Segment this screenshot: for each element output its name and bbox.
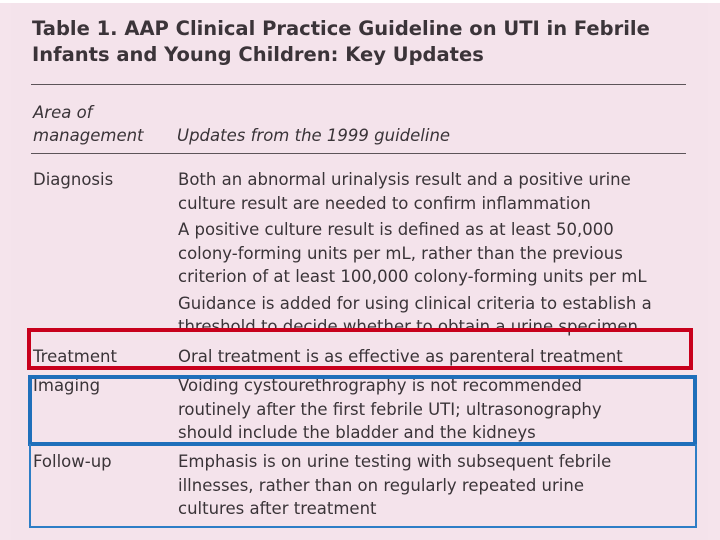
text-line: criterion of at least 100,000 colony-forming units per mL: [178, 267, 647, 286]
row-label-follow-up: Follow-up: [33, 452, 112, 471]
row-updates-diagnosis: [178, 168, 698, 342]
title-line-1: Table 1. AAP Clinical Practice Guideline on UTI in Febrile: [32, 17, 650, 40]
imaging-highlight-box: [28, 375, 697, 446]
diagnosis-update-1: [178, 168, 698, 215]
title-line-2: Infants and Young Children: Key Updates: [32, 43, 484, 66]
treatment-highlight-box: [27, 328, 693, 370]
header-col1-line-1: Area of: [33, 103, 93, 122]
text-line: Both an abnormal urinalysis result and a positive urine: [178, 170, 631, 189]
diagnosis-update-2: [178, 218, 698, 289]
text-line: colony-forming units per mL, rather than the previous: [178, 243, 623, 263]
header-col1-line-2: management: [33, 126, 144, 145]
text-line: culture result are needed to confirm inflammation: [178, 193, 591, 213]
header-updates: Updates from the 1999 guideline: [177, 126, 451, 145]
row-label-imaging: Imaging: [33, 376, 101, 395]
text-line: should include the bladder and the kidneys: [178, 423, 536, 442]
text-line: threshold to decide whether to obtain a urine specimen: [178, 317, 638, 336]
table-title: [32, 16, 702, 68]
row-label-diagnosis: Diagnosis: [33, 170, 114, 189]
text-line: Guidance is added for using clinical criteria to establish a: [178, 293, 652, 313]
text-line: illnesses, rather than on regularly repeated urine: [178, 475, 584, 495]
row-label-treatment: Treatment: [33, 347, 117, 366]
text-line: cultures after treatment: [178, 499, 377, 518]
text-line: routinely after the first febrile UTI; ultrasonography: [178, 399, 602, 419]
text-line: Emphasis is on urine testing with subsequent febrile: [178, 452, 612, 471]
text-line: Voiding cystourethrography is not recommended: [178, 376, 582, 395]
text-line: Oral treatment is as effective as parenteral treatment: [178, 347, 623, 366]
header-area-of-management: [33, 101, 173, 147]
text-line: A positive culture result is defined as at least 50,000: [178, 220, 614, 239]
header-bottom-rule: [31, 153, 686, 154]
header-top-rule: [31, 84, 686, 85]
follow-up-highlight-box: [29, 444, 697, 528]
